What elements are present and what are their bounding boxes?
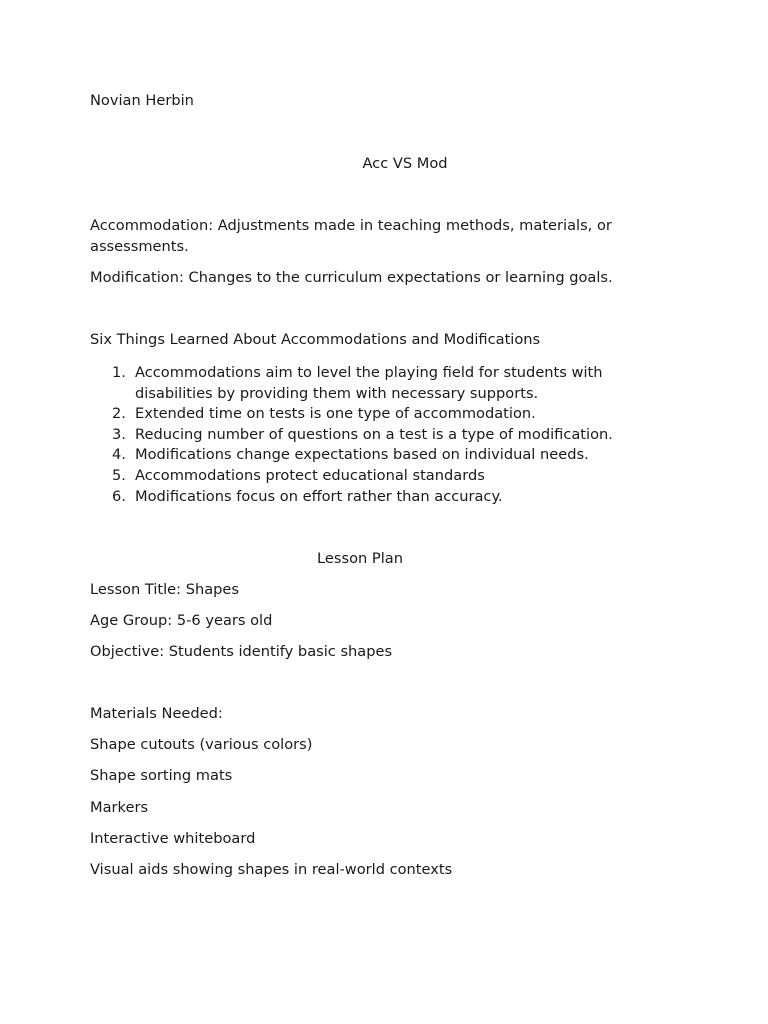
lesson-title: Lesson Title: Shapes	[90, 581, 240, 598]
list-item-number: 4.	[112, 446, 126, 464]
list-item	[90, 363, 650, 404]
material-item: Markers	[90, 799, 149, 816]
list-item-text: Reducing number of questions on a test is a type of modification.	[135, 425, 613, 443]
materials-heading: Materials Needed:	[90, 705, 223, 722]
material-item: Shape cutouts (various colors)	[90, 736, 313, 753]
list-item-text: Modifications focus on effort rather than accuracy.	[135, 487, 503, 505]
objective: Objective: Students identify basic shapes	[90, 643, 393, 660]
list-item	[90, 404, 650, 425]
list-item	[90, 466, 650, 487]
material-item: Visual aids showing shapes in real-world contexts	[90, 861, 453, 878]
list-item-text: Extended time on tests is one type of accommodation.	[135, 405, 536, 423]
material-item: Shape sorting mats	[90, 767, 233, 784]
list-item	[90, 425, 650, 446]
age-group: Age Group: 5-6 years old	[90, 612, 273, 629]
six-things-list	[90, 363, 650, 507]
list-item-text: Modifications change expectations based on individual needs.	[135, 446, 589, 464]
list-item-number: 5.	[112, 466, 126, 484]
material-item: Interactive whiteboard	[90, 830, 256, 847]
list-item-number: 3.	[112, 425, 126, 443]
list-item-number: 2.	[112, 405, 126, 423]
list-item	[90, 445, 650, 466]
list-item	[90, 487, 650, 508]
author-name: Novian Herbin	[90, 92, 194, 109]
list-item-number: 1.	[112, 364, 126, 381]
document-title: Acc VS Mod	[362, 155, 448, 172]
list-item-number: 6.	[112, 487, 126, 505]
modification-definition: Modification: Changes to the curriculum expectations or learning goals.	[90, 269, 613, 286]
accommodation-definition: Accommodation: Adjustments made in teaching methods, materials, or assessments.	[90, 217, 612, 255]
six-things-heading: Six Things Learned About Accommodations and Modifications	[90, 331, 541, 348]
list-item-text: Accommodations protect educational standards	[135, 466, 485, 484]
lesson-plan-heading: Lesson Plan	[317, 550, 403, 567]
list-item-text: Accommodations aim to level the playing field for students with disabilities by providing them with necessary supports.	[135, 364, 603, 402]
